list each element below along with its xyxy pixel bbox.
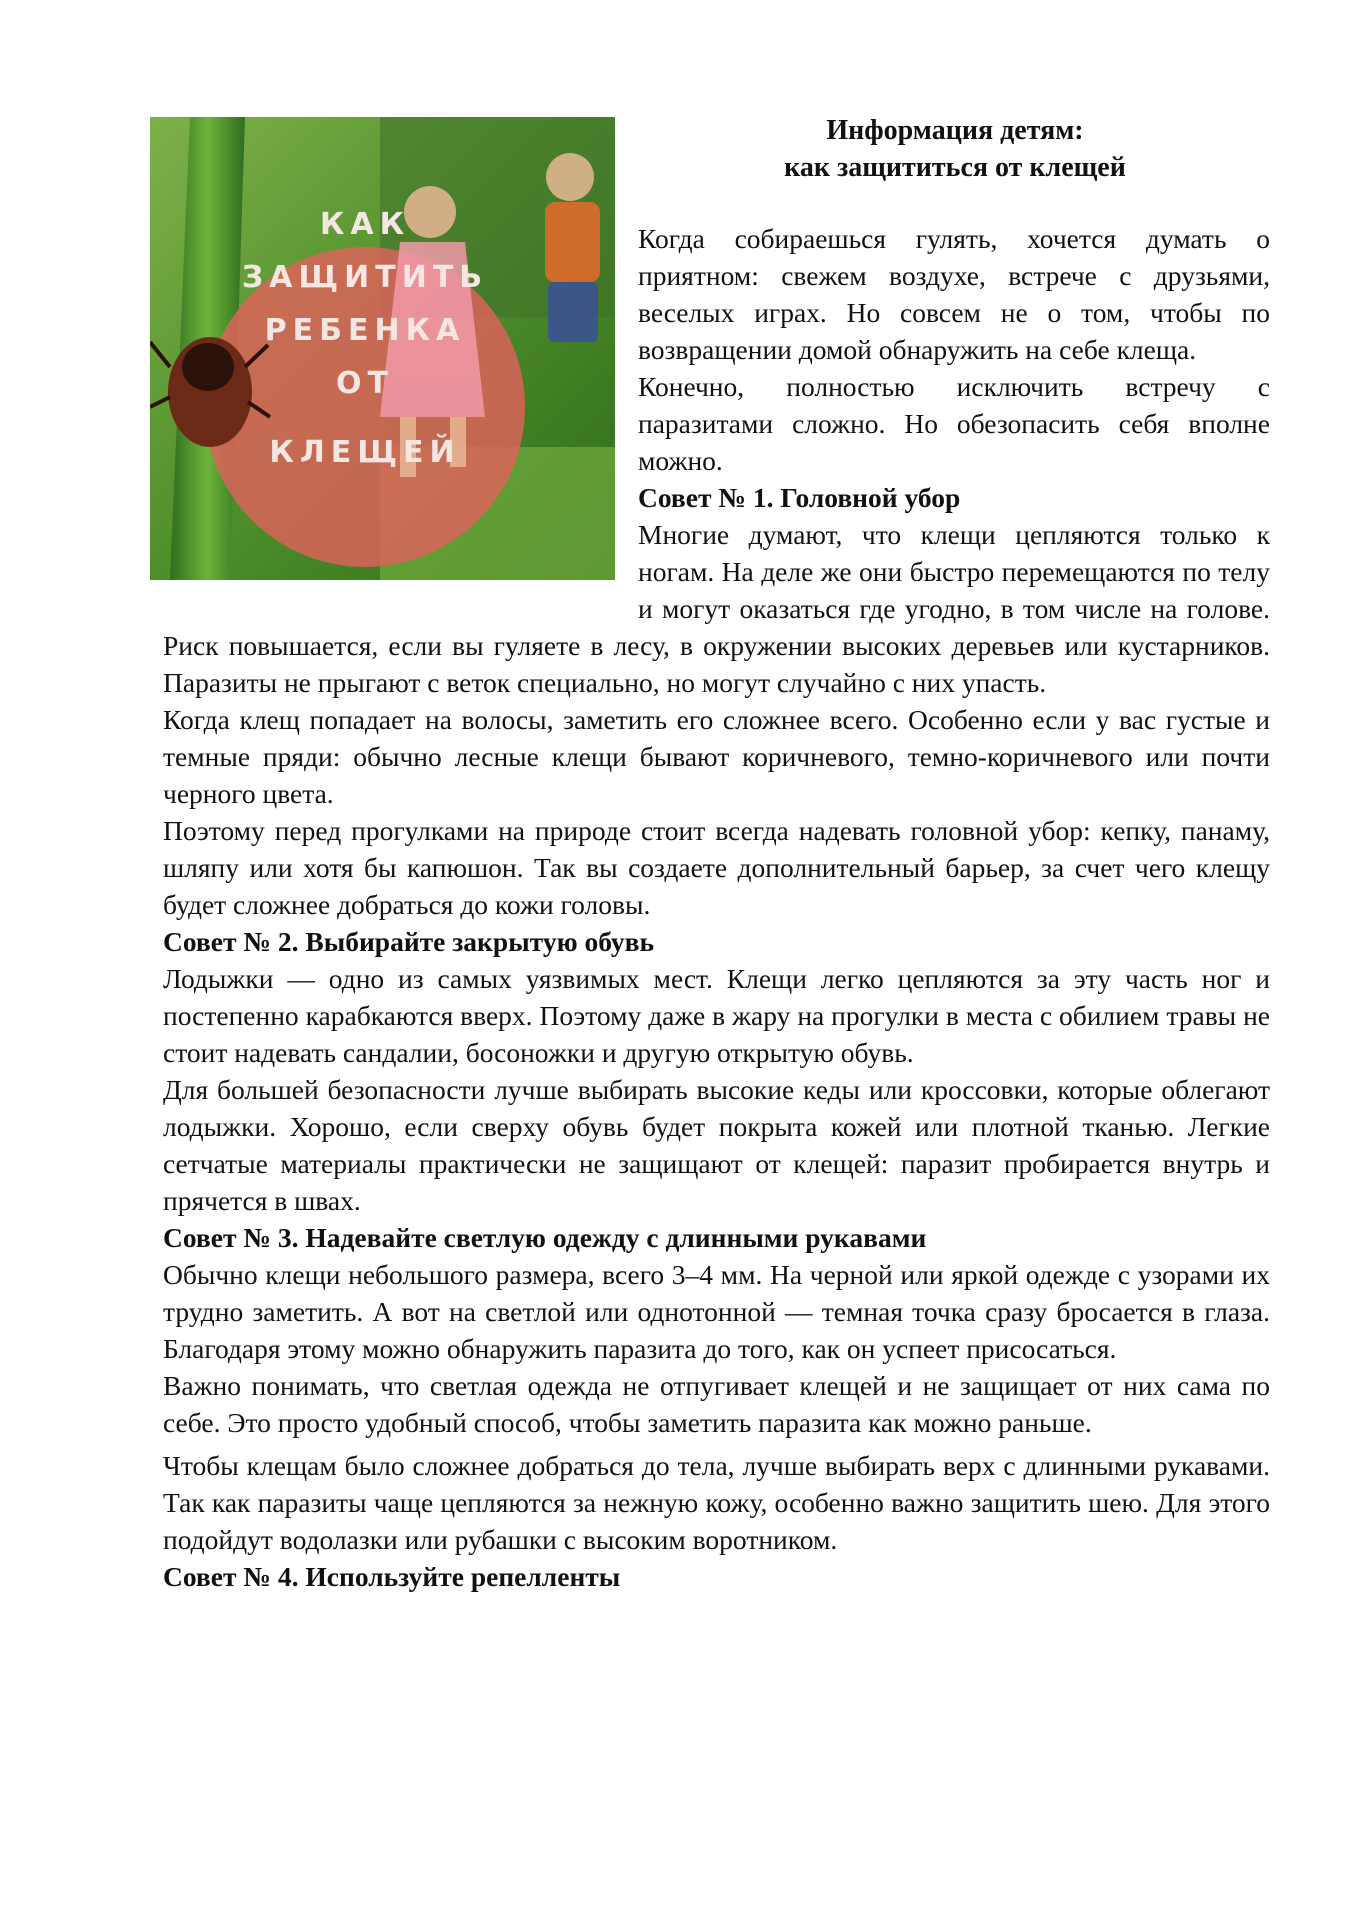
illustration-line-5: КЛЕЩЕЙ — [269, 435, 461, 470]
page-title — [640, 112, 1270, 186]
illustration-line-2: ЗАЩИТИТЬ — [241, 260, 489, 295]
tip1-heading: Совет № 1. Головной убор — [638, 482, 961, 513]
tip2-paragraph-2: Для большей безопасности лучше выбирать высокие кеды или кроссовки, которые облегают лодыжки. Хорошо, если сверху обувь будет покрыта кожей или плотной тканью. Легкие сетчатые материалы практически не защищают от клещей: паразит пробирается внутрь и прячется в швах. — [163, 1074, 1270, 1216]
tip1-paragraph-1: Многие думают, что клещи цепляются только к ногам. На деле же они быстро перемещаются по телу и могут оказаться где угодно, в том числе на голове. Риск повышается, если вы гуляете в лесу, в окружении высоких деревьев или кустарников. Паразиты не прыгают с веток специально, но могут случайно с них упасть. — [163, 519, 1270, 698]
intro-paragraph-1: Когда собираешься гулять, хочется думать о приятном: свежем воздухе, встрече с друзьями, веселых играх. Но совсем не о том, чтобы по возвращении домой обнаружить на себе клеща. — [638, 223, 1270, 365]
illustration-line-1: КАК — [319, 207, 411, 242]
tip3-paragraph-2: Важно понимать, что светлая одежда не отпугивает клещей и не защищает от них сама по себе. Это просто удобный способ, чтобы заметить паразита как можно раньше. — [163, 1370, 1270, 1438]
illustration-line-4: ОТ — [336, 366, 394, 401]
image-spacer — [163, 220, 638, 593]
intro-paragraph-2: Конечно, полностью исключить встречу с паразитами сложно. Но обезопасить себя вполне можно. — [638, 371, 1270, 476]
article-body — [163, 220, 1270, 1595]
tip4-heading: Совет № 4. Используйте репелленты — [163, 1561, 621, 1592]
title-line-1: Информация детям: — [826, 115, 1084, 146]
tip3-paragraph-1: Обычно клещи небольшого размера, всего 3–4 мм. На черной или яркой одежде с узорами их трудно заметить. А вот на светлой или однотонной — темная точка сразу бросается в глаза. Благодаря этому можно обнаружить паразита до того, как он успеет присосаться. — [163, 1259, 1270, 1364]
tip3-heading: Совет № 3. Надевайте светлую одежду с длинными рукавами — [163, 1222, 927, 1253]
tip2-heading: Совет № 2. Выбирайте закрытую обувь — [163, 926, 655, 957]
tip2-paragraph-1: Лодыжки — одно из самых уязвимых мест. Клещи легко цепляются за эту часть ног и постепенно карабкаются вверх. Поэтому даже в жару на прогулки в места с обилием травы не стоит надевать сандалии, босоножки и другую открытую обувь. — [163, 963, 1270, 1068]
illustration-line-3: РЕБЕНКА — [264, 313, 466, 348]
tip3-paragraph-3: Чтобы клещам было сложнее добраться до тела, лучше выбирать верх с длинными рукавами. Так как паразиты чаще цепляются за нежную кожу, особенно важно защитить шею. Для этого подойдут водолазки или рубашки с высоким воротником. — [163, 1450, 1270, 1555]
tip1-paragraph-3: Поэтому перед прогулками на природе стоит всегда надевать головной убор: кепку, панаму, шляпу или хотя бы капюшон. Так вы создаете дополнительный барьер, за счет чего клещу будет сложнее добраться до кожи головы. — [163, 815, 1270, 920]
tip1-paragraph-2: Когда клещ попадает на волосы, заметить его сложнее всего. Особенно если у вас густые и темные пряди: обычно лесные клещи бывают коричневого, темно-коричневого или почти черного цвета. — [163, 704, 1270, 809]
title-line-2: как защититься от клещей — [784, 152, 1126, 183]
